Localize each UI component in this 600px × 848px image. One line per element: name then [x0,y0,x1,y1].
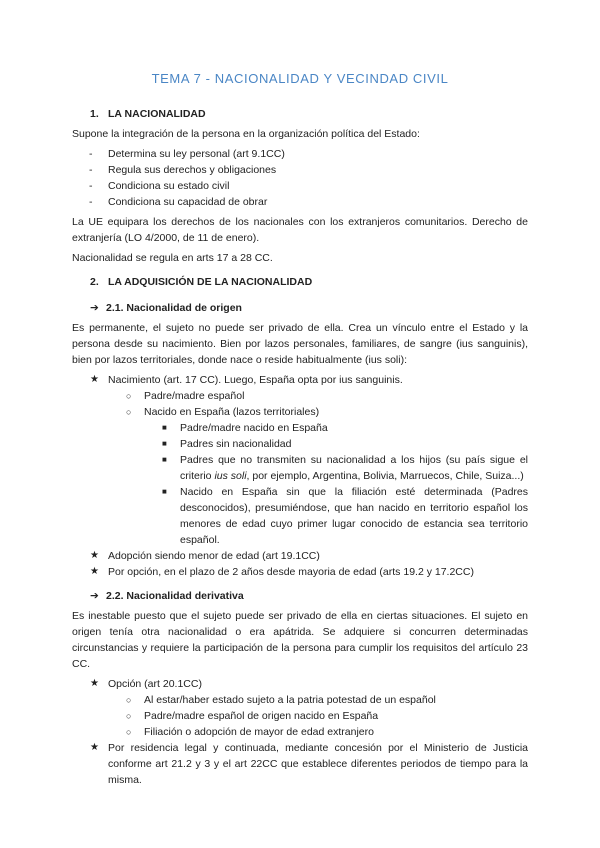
list-item [144,420,528,436]
list-item: - Condiciona su capacidad de obrar [72,194,528,210]
subsection-title: 2.1. Nacionalidad de origen [106,302,242,314]
list-item [72,564,528,580]
circle-bullet-icon: ○ [126,407,132,417]
circle-bullet-icon: ○ [126,695,132,705]
section-title: LA NACIONALIDAD [108,108,206,120]
circle-list [108,692,528,740]
section-2-heading [72,274,528,290]
list-item-text: , por ejemplo, Argentina, Bolivia, Marruecos, Chile, Suiza...) [246,470,524,482]
square-list [144,420,528,548]
list-item: - Condiciona su estado civil [72,178,528,194]
circle-bullet-icon: ○ [126,391,132,401]
circle-bullet-icon: ○ [126,727,132,737]
section-title: LA ADQUISICIÓN DE LA NACIONALIDAD [108,276,313,288]
star-bullet-icon: ★ [90,566,99,577]
paragraph: Es inestable puesto que el sujeto puede ser privado de ella en ciertas situaciones. El sujeto en origen tenía otra nacionalidad o era apátrida. Se adquiere si concurren determinadas circunstancias y requiere la participación de la persona para cumplir los requisitos del artículo 23 CC. [72,610,528,670]
list-item [144,484,528,548]
latin-term: ius soli [214,470,247,482]
star-bullet-icon: ★ [90,550,99,561]
list-item: - Determina su ley personal (art 9.1CC) [72,146,528,162]
list-item-text: Padres sin nacionalidad [180,438,292,450]
star-bullet-icon: ★ [90,742,99,753]
section-number: 1. [90,108,99,120]
list-item [72,548,528,564]
list-item [108,724,528,740]
section-number: 2. [90,276,99,288]
list-item [72,372,528,548]
list-item-text: Al estar/haber estado sujeto a la patria potestad de un español [144,694,436,706]
list-item-text: Nacido en España (lazos territoriales) [144,406,320,418]
page-title: TEMA 7 - NACIONALIDAD Y VECINDAD CIVIL [151,71,449,86]
square-bullet-icon: ■ [162,423,167,432]
list-item [108,708,528,724]
list-item-text: Adopción siendo menor de edad (art 19.1CC) [108,550,320,562]
list-item [108,692,528,708]
square-bullet-icon: ■ [162,487,167,496]
list-item [144,436,528,452]
star-bullet-icon: ★ [90,678,99,689]
arrow-icon: ➔ [90,302,99,314]
list-item-text: Por opción, en el plazo de 2 años desde mayoria de edad (arts 19.2 y 17.2CC) [108,566,474,578]
list-item-text: Padre/madre nacido en España [180,422,328,434]
subsection-2-1-heading [72,300,528,316]
section-1-intro: Supone la integración de la persona en la organización política del Estado: [72,128,420,140]
star-list [72,372,528,580]
section-1-heading [72,106,528,122]
list-item [72,740,528,788]
list-item [108,404,528,548]
paragraph: La UE equipara los derechos de los nacionales con los extranjeros comunitarios. Derecho de extranjería (LO 4/2000, de 11 de enero). [72,216,528,244]
list-item-text: Padre/madre español [144,390,245,402]
star-bullet-icon: ★ [90,374,99,385]
circle-list [108,388,528,548]
list-item [72,676,528,740]
list-item-text: Padres que no transmiten su nacionalidad a los hijos (su país sigue el criterio [180,454,528,482]
square-bullet-icon: ■ [162,455,167,464]
list-item-text: Padre/madre español de origen nacido en España [144,710,379,722]
list-item-text: Por residencia legal y continuada, mediante concesión por el Ministerio de Justicia conforme art 21.2 y 3 y el art 22CC que establece diferentes periodos de tiempo para la misma. [108,742,528,786]
list-item-text: Nacimiento (art. 17 CC). Luego, España opta por ius sanguinis. [108,374,403,386]
list-item [144,452,528,484]
subsection-2-2-heading [72,588,528,604]
list-item-text: Opción (art 20.1CC) [108,678,202,690]
paragraph: Nacionalidad se regula en arts 17 a 28 CC. [72,252,273,264]
dash-list [72,146,528,210]
arrow-icon: ➔ [90,590,99,602]
list-item [108,388,528,404]
list-item-text: Nacido en España sin que la filiación esté determinada (Padres desconocidos), presumiéndose, que han nacido en territorio español los menores de edad cuyo primer lugar conocido de estancia sea territorio español. [180,486,528,546]
square-bullet-icon: ■ [162,439,167,448]
paragraph: Es permanente, el sujeto no puede ser privado de ella. Crea un vínculo entre el Estado y la persona desde su nacimiento. Bien por lazos personales, familiares, de sangre (ius sanguinis), bien por lazos territoriales, donde nace o reside habitualmente (ius soli): [72,322,528,366]
circle-bullet-icon: ○ [126,711,132,721]
list-item: - Regula sus derechos y obligaciones [72,162,528,178]
star-list [72,676,528,788]
subsection-title: 2.2. Nacionalidad derivativa [106,590,244,602]
list-item-text: Filiación o adopción de mayor de edad extranjero [144,726,374,738]
